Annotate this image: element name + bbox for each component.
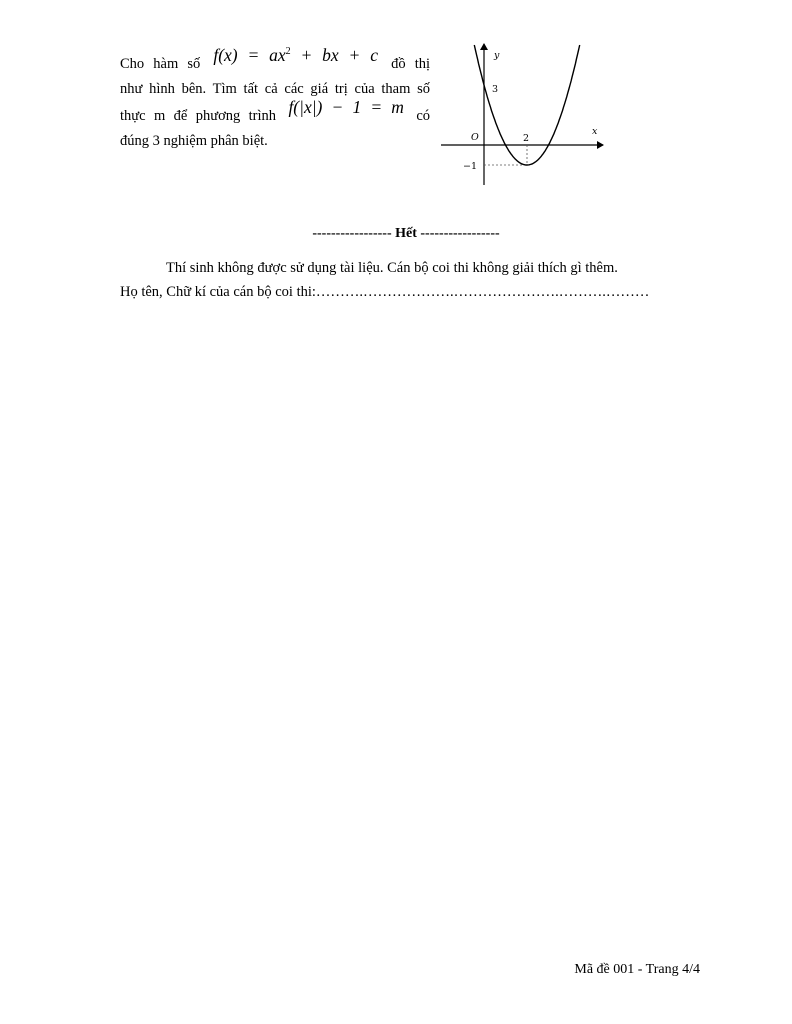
x-axis-label: x <box>592 126 598 137</box>
function-formula <box>209 45 382 65</box>
page-footer: Mã đề 001 - Trang 4/4 <box>574 962 700 977</box>
problem-line-3-prefix: thực m để phương trình <box>120 107 277 124</box>
y-axis-label: y <box>494 50 500 61</box>
problem-line-2: như hình bên. Tìm tất cả các giá trị của tham số <box>120 80 430 97</box>
exam-note-1: Thí sinh không được sử dụng tài liệu. Cán bộ coi thi không giải thích gì thêm. <box>166 260 618 276</box>
problem-line-1-prefix: Cho hàm số <box>120 55 201 72</box>
parabola-graph <box>438 40 608 186</box>
problem-line-3 <box>120 96 431 129</box>
function-lhs: f(x) = ax <box>213 44 286 65</box>
equation-formula: f(|x|) − 1 = m <box>288 96 404 117</box>
y-tick-neg1-label: −1 <box>463 161 478 172</box>
end-marker: ----------------- Hết ----------------- <box>312 226 500 241</box>
problem-text <box>120 46 430 154</box>
exam-note-2: Họ tên, Chữ kí của cán bộ coi thi:……….……………….………………….……….……… <box>120 284 650 300</box>
function-rhs: + bx + c <box>290 44 378 65</box>
origin-label: O <box>471 132 479 143</box>
problem-line-4: đúng 3 nghiệm phân biệt. <box>120 132 268 149</box>
function-exponent: 2 <box>285 46 291 57</box>
problem-line-3-suffix: có <box>416 107 431 124</box>
parabola-graph-svg <box>438 40 608 186</box>
y-tick-3-label: 3 <box>492 84 499 95</box>
problem-line-1-suffix: đồ thị <box>391 55 431 72</box>
problem-line-1 <box>120 46 430 77</box>
x-tick-2-label: 2 <box>523 133 530 144</box>
